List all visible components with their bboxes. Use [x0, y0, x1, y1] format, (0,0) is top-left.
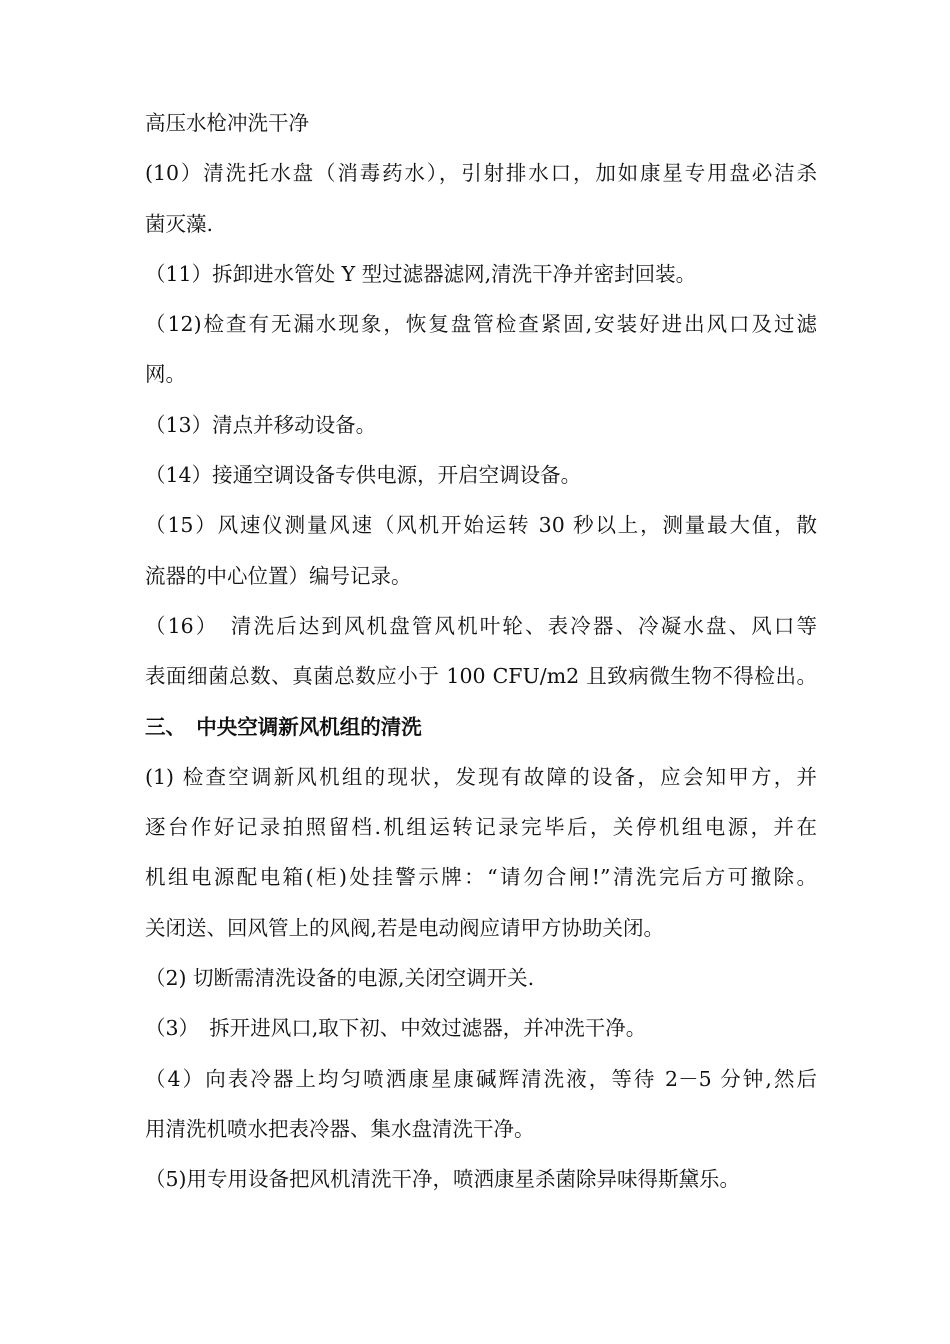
text-line: （13）清点并移动设备。: [145, 412, 377, 437]
text-line: （12)检查有无漏水现象，恢复盘管检查紧固,安装好进出风口及过滤: [145, 312, 817, 337]
text-line: 用清洗机喷水把表冷器、集水盘清洗干净。: [145, 1116, 535, 1141]
text-line: 关闭送、回风管上的风阀,若是电动阀应请甲方协助关闭。: [145, 915, 665, 940]
text-line: (10）清洗托水盘（消毒药水），引射排水口，加如康星专用盘必洁杀: [145, 161, 817, 186]
text-line: （3） 拆开进风口,取下初、中效过滤器，并冲洗干净。: [145, 1016, 647, 1041]
text-line: 流器的中心位置）编号记录。: [145, 563, 412, 588]
section-heading: 三、 中央空调新风机组的清洗: [145, 714, 422, 739]
text-line: 菌灭藻.: [145, 211, 214, 236]
text-line: 机组电源配电箱(柜)处挂警示牌：“请勿合闸!”清洗完后方可撤除。: [145, 865, 817, 890]
text-line: (1) 检查空调新风机组的现状，发现有故障的设备，应会知甲方，并: [145, 764, 817, 789]
text-line: （11）拆卸进水管处 Y 型过滤器滤网,清洗干净并密封回装。: [145, 261, 697, 286]
text-line: （4）向表冷器上均匀喷洒康星康碱辉清洗液，等待 2－5 分钟,然后: [145, 1066, 817, 1091]
text-line: 网。: [145, 362, 186, 387]
text-line: （14）接通空调设备专供电源，开启空调设备。: [145, 463, 582, 488]
text-line: （15）风速仪测量风速（风机开始运转 30 秒以上，测量最大值，散: [145, 513, 817, 538]
text-line: 逐台作好记录拍照留档.机组运转记录完毕后，关停机组电源，并在: [145, 815, 817, 840]
text-line: 表面细菌总数、真菌总数应小于 100 CFU/m2 且致病微生物不得检出。: [145, 664, 817, 689]
text-line: （5)用专用设备把风机清洗干净，喷洒康星杀菌除异味得斯黛乐。: [145, 1167, 741, 1192]
document-body: [145, 98, 817, 1205]
text-line: 高压水枪冲洗干净: [145, 111, 309, 135]
text-line: （16） 清洗后达到风机盘管风机叶轮、表冷器、冷凝水盘、风口等: [145, 613, 817, 638]
text-line: （2) 切断需清洗设备的电源,关闭空调开关.: [145, 966, 535, 991]
